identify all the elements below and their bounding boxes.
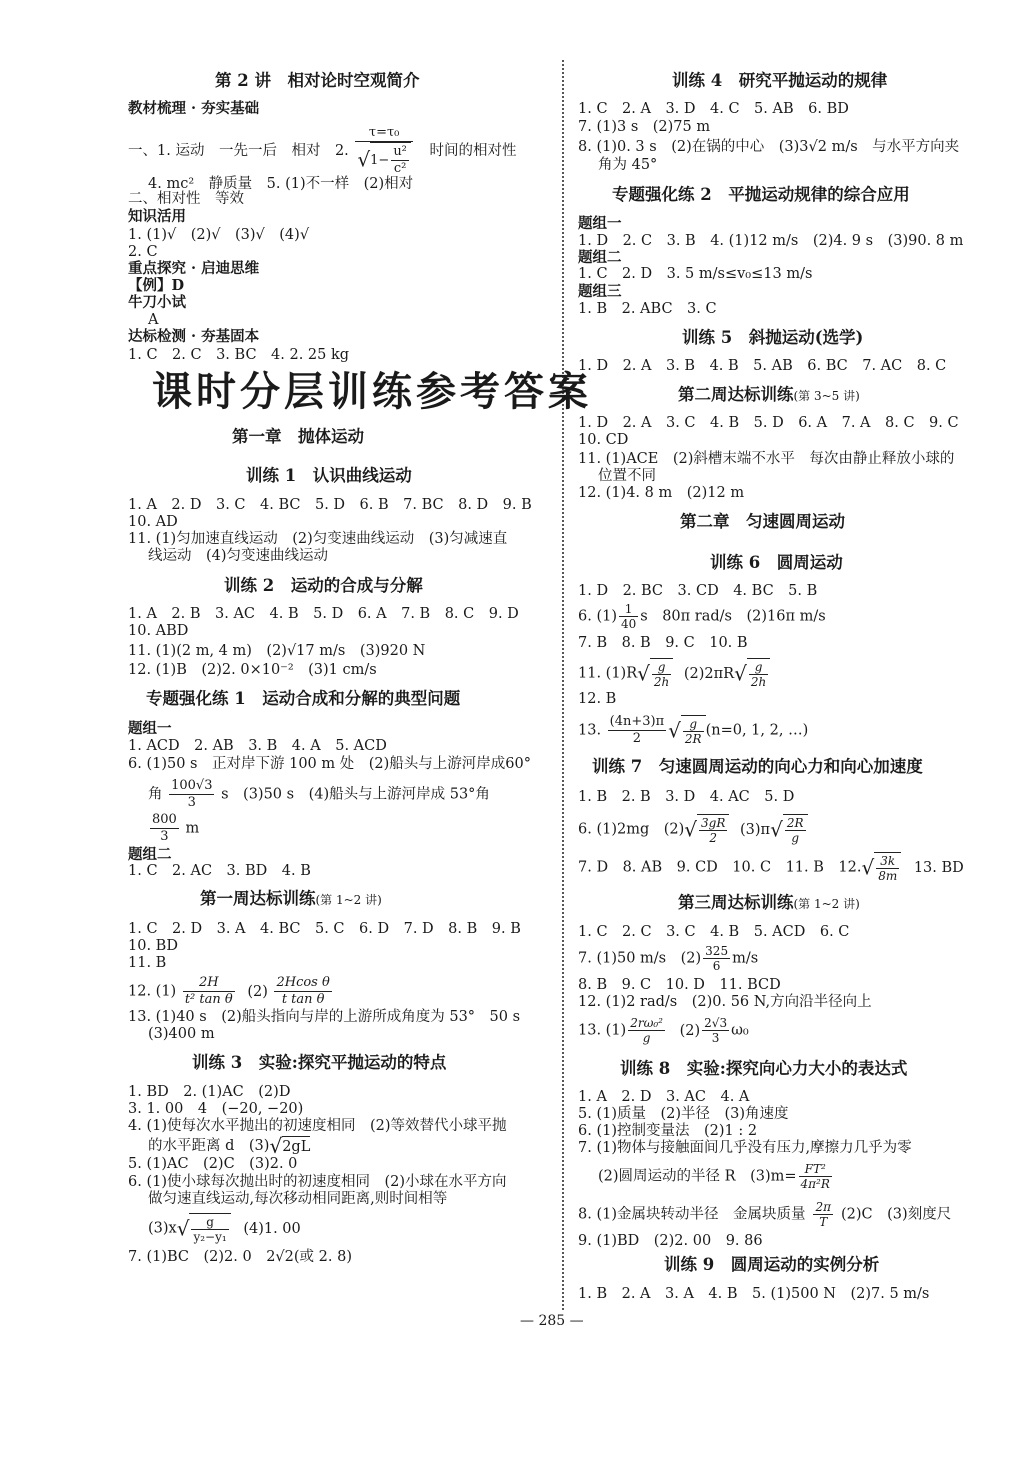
answer-line: 1. BD 2. (1)AC (2)D	[128, 1084, 291, 1100]
answer-line: 角 $\frac{100√3}{3}$ s (3)50 s (4)船头与上游河岸成 53°角	[148, 778, 490, 810]
answer-line: 1. A 2. D 3. AC 4. A	[578, 1089, 750, 1105]
section-title: 训练 7 匀速圆周运动的向心力和向心加速度	[592, 757, 923, 776]
answer-line: 1. C 2. D 3. 5 m/s≤v₀≤13 m/s	[578, 266, 813, 282]
answer-line: 8. (1)金属块转动半径 金属块质量 $\frac{2\pi}{T}$ (2)C (3)刻度尺	[578, 1200, 952, 1229]
answer-line: 11. (1)匀加速直线运动 (2)匀变速曲线运动 (3)匀减速直	[128, 531, 508, 547]
answer-line: 1. C 2. AC 3. BD 4. B	[128, 863, 311, 879]
subsection-title: 重点探究 · 启迪思维	[128, 260, 260, 277]
section-title: 训练 5 斜抛运动(选学)	[682, 328, 864, 347]
formula-time-dilation: τ=τ₀ √1− $\frac{\text{u²}}{\text{c²}}$	[355, 125, 413, 177]
answer-line: 8. B 9. C 10. D 11. BCD	[578, 977, 781, 993]
section-title: 训练 9 圆周运动的实例分析	[664, 1255, 880, 1274]
answer-line: 6. (1)使小球每次抛出时的初速度相同 (2)小球在水平方向	[128, 1174, 507, 1190]
answer-line: 4. mc² 静质量 5. (1)不一样 (2)相对	[148, 176, 414, 192]
answer-line: 12. (1)4. 8 m (2)12 m	[578, 485, 745, 501]
answer-line: 12. (1)B (2)2. 0×10⁻² (3)1 cm/s	[128, 662, 377, 678]
answer-line: 2. C	[128, 244, 158, 260]
answer-line: 7. (1)3 s (2)75 m	[578, 119, 711, 135]
section-title: 训练 2 运动的合成与分解	[224, 576, 423, 595]
answer-line: 1. C 2. D 3. A 4. BC 5. C 6. D 7. D 8. B 9. B	[128, 921, 521, 937]
answer-line: (2)圆周运动的半径 R (3)m= $\frac{\text{FT²}}{\text{4π²R}}$	[598, 1162, 830, 1191]
answer-line: $\frac{800}{3}$ m	[152, 812, 200, 844]
subsection-title: 知识活用	[128, 208, 186, 225]
subsection-title: 题组二	[578, 249, 622, 266]
answer-line: 1. (1)√ (2)√ (3)√ (4)√	[128, 227, 310, 243]
answer-line: 1. C 2. A 3. D 4. C 5. AB 6. BD	[578, 101, 849, 117]
section-title: 训练 3 实验:探究平抛运动的特点	[192, 1053, 447, 1072]
answer-line: 1. B 2. A 3. A 4. B 5. (1)500 N (2)7. 5 m/s	[578, 1286, 930, 1302]
answer-line: 13. (1)40 s (2)船头指向与岸的上游所成角度为 53° 50 s	[128, 1009, 521, 1025]
answer-line: 一、1. 运动 一先一后 相对 2. τ=τ₀ √1− $\frac{\text{u²}}{\text{c²}}$ 时间的相对性	[128, 125, 517, 176]
answer-line: 1. B 2. B 3. D 4. AC 5. D	[578, 789, 795, 805]
answer-line: 12. B	[578, 691, 617, 707]
answer-line: 1. D 2. A 3. B 4. B 5. AB 6. BC 7. AC 8. C	[578, 358, 947, 374]
answer-line: 的水平距离 d (3)√2gL	[148, 1134, 311, 1158]
answer-line: 4. (1)使每次水平抛出的初速度相同 (2)等效替代小球平抛	[128, 1118, 507, 1134]
answer-line: 1. D 2. C 3. B 4. (1)12 m/s (2)4. 9 s (3)90. 8 m	[578, 233, 964, 249]
answer-line: 6. (1)50 s 正对岸下游 100 m 处 (2)船头与上游河岸成60°	[128, 756, 531, 772]
answer-line: 11. (1)(2 m, 4 m) (2)√17 m/s (3)920 N	[128, 643, 426, 659]
page-number: — 285 —	[520, 1313, 584, 1329]
answer-line: 5. (1)质量 (2)半径 (3)角速度	[578, 1106, 789, 1122]
section-title: 训练 1 认识曲线运动	[246, 466, 412, 485]
column-divider	[562, 60, 564, 1310]
answer-line: 1. B 2. ABC 3. C	[578, 301, 717, 317]
chapter-title: 第一章 抛体运动	[232, 427, 364, 446]
answer-line: 12. (1)2 rad/s (2)0. 56 N,方向沿半径向上	[578, 994, 872, 1010]
answer-line: 10. ABD	[128, 623, 189, 639]
answer-line: 6. (1) $\frac{1}{40}$ s 80π rad/s (2)16π m/s	[578, 602, 826, 631]
answer-line: 7. D 8. AB 9. CD 10. C 11. B 12.√ $\frac{3k}{8m}$ 13. BD	[578, 854, 964, 883]
answer-line: 二、相对性 等效	[128, 191, 244, 207]
answer-line: 1. C 2. C 3. BC 4. 2. 25 kg	[128, 347, 350, 363]
section-title: 训练 4 研究平抛运动的规律	[672, 71, 888, 90]
answer-line: 7. (1)物体与接触面间几乎没有压力,摩擦力几乎为零	[578, 1140, 912, 1156]
answer-line: 6. (1)2mg (2)√ $\frac{3gR}{2}$ (3)π√ $\frac{2R}{g}$	[578, 814, 808, 845]
answer-line: (3)400 m	[148, 1026, 215, 1042]
subsection-title: 牛刀小试	[128, 294, 186, 311]
answer-line: 7. B 8. B 9. C 10. B	[578, 635, 748, 651]
answer-line: 11. (1)R√ $\frac{g}{2h}$ (2)2πR√ $\frac{g}{2h}$	[578, 658, 770, 689]
answer-line: 位置不同	[598, 468, 656, 484]
answer-line: 10. BD	[128, 938, 178, 954]
answer-line: 1. D 2. A 3. C 4. B 5. D 6. A 7. A 8. C 9. C	[578, 415, 959, 431]
answer-line: (3)x√ $\frac{g}{\text{y₂−y₁}}$ (4)1. 00	[148, 1215, 301, 1244]
answer-line: 1. C 2. C 3. C 4. B 5. ACD 6. C	[578, 924, 850, 940]
answer-line: 7. (1)50 m/s (2) $\frac{325}{6}$ m/s	[578, 944, 759, 973]
subsection-title: 达标检测 · 夯基固本	[128, 328, 260, 345]
answer-line: 9. (1)BD (2)2. 00 9. 86	[578, 1233, 763, 1249]
answer-line: 12. (1) $\frac{2H}{\text{t² tan θ}}$ (2) $\frac{\text{2Hcos θ}}{\text{t tan θ}}$	[128, 975, 330, 1007]
section-title: 专题强化练 2 平抛运动规律的综合应用	[612, 185, 910, 204]
answer-line: 5. (1)AC (2)C (3)2. 0	[128, 1156, 298, 1172]
section-title: 训练 6 圆周运动	[710, 553, 843, 572]
answer-line: 做匀速直线运动,每次移动相同距离,则时间相等	[148, 1191, 448, 1207]
page-main-title: 课时分层训练参考答案	[152, 368, 592, 415]
subsection-title: 题组一	[578, 215, 622, 232]
section-title: 专题强化练 1 运动合成和分解的典型问题	[146, 689, 461, 708]
answer-line: 10. CD	[578, 432, 629, 448]
answer-line: 线运动 (4)匀变速曲线运动	[148, 548, 329, 564]
answer-line: 8. (1)0. 3 s (2)在锅的中心 (3)3√2 m/s 与水平方向夹	[578, 139, 960, 155]
section-title: 第 2 讲 相对论时空观简介	[215, 71, 420, 90]
answer-line: 11. (1)ACE (2)斜槽末端不水平 每次由静止释放小球的	[578, 451, 955, 467]
chapter-title: 第二章 匀速圆周运动	[680, 512, 845, 531]
subsection-title: 题组三	[578, 283, 622, 300]
answer-line: 【例】D	[128, 277, 185, 294]
subsection-title: 教材梳理 · 夯实基础	[128, 100, 260, 117]
subsection-title: 题组一	[128, 720, 172, 737]
section-title: 训练 8 实验:探究向心力大小的表达式	[620, 1059, 908, 1078]
answer-line: 3. 1. 00 4 (−20, −20)	[128, 1101, 304, 1117]
answer-line: 6. (1)控制变量法 (2)1 : 2	[578, 1123, 758, 1139]
subsection-title: 题组二	[128, 846, 172, 863]
answer-line: 11. B	[128, 955, 167, 971]
section-title: 第一周达标训练(第 1~2 讲)	[200, 889, 382, 908]
answer-line: 1. ACD 2. AB 3. B 4. A 5. ACD	[128, 738, 387, 754]
answer-line: 7. (1)BC (2)2. 0 2√2(或 2. 8)	[128, 1249, 352, 1265]
answer-line: 1. D 2. BC 3. CD 4. BC 5. B	[578, 583, 818, 599]
answer-line: 13. $\frac{(4n+3)\pi}{2}$ √ $\frac{g}{2R}$ (n=0, 1, 2, …)	[578, 714, 809, 746]
answer-line: 1. A 2. B 3. AC 4. B 5. D 6. A 7. B 8. C 9. D	[128, 606, 519, 622]
answer-line: A	[148, 312, 159, 328]
answer-line: 角为 45°	[598, 157, 658, 173]
section-title: 第三周达标训练(第 1~2 讲)	[678, 893, 860, 912]
answer-line: 13. (1) $\frac{\text{2rω₀²}}{g}$ (2) $\frac{2√3}{3}$ ω₀	[578, 1016, 749, 1045]
section-title: 第二周达标训练(第 3~5 讲)	[678, 385, 860, 404]
answer-line: 10. AD	[128, 514, 178, 530]
answer-line: 1. A 2. D 3. C 4. BC 5. D 6. B 7. BC 8. D 9. B	[128, 497, 532, 513]
